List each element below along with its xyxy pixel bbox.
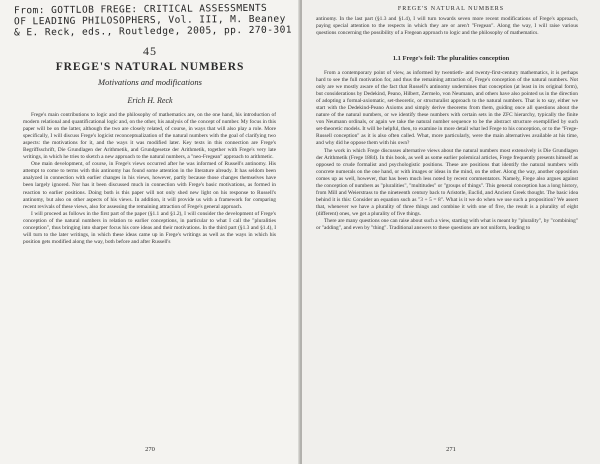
handwritten-citation-line-3: & E. Reck, eds., Routledge, 2005, pp. 270-301 [13,24,292,39]
right-intro-text [316,16,578,52]
right-body-text [316,70,578,437]
chapter-subtitle: Motivations and modifications [98,77,202,87]
chapter-title: FREGE'S NATURAL NUMBERS [55,61,245,73]
left-body-text [23,112,276,439]
chapter-number: 45 [143,44,157,58]
author-name: Erich H. Reck [127,96,173,105]
running-head: FREGE'S NATURAL NUMBERS [397,6,505,12]
page-number-right: 271 [446,446,456,453]
paragraph: antinomy. In the last part (§1.3 and §1.4), I will turn towards seven more recent modifications of Frege's approach, paying special attention to the respects in which they are or aren't "Fregean". Along the way, I will raise various questions concerning the possibility of a Fregean approach to logic and the philosophy of mathematics. [316,16,578,37]
handwritten-citation-line-2: OF LEADING PHILOSOPHERS, Vol. III, M. Beaney [13,13,286,28]
right-page [302,0,600,464]
paragraph: I will proceed as follows in the first part of the paper (§1.1 and §1.2), I will consider the development of Frege's conception of the natural numbers in relation to earlier conceptions, in particular to what I call the "pluralities conception", thus bringing into sharper focus his core ideas and their motivations. In the third part (§1.3 and §1.4), I will turn to the later writings, in which these ideas came up in Frege's writings as well as the ways in which his position gets modified along the way, both before and after Russell's [23,210,276,245]
paragraph: One main development, of course, in Frege's views occurred after he was informed of Russell's antinomy. His attempt to come to terms with this antinomy has found some attention in the literature already. It has seldom been analyzed in connection with earlier changes in his views, however, partly because those changes themselves have been largely ignored. Nor has it been discussed much in connection with Frege's basic motivations, as formed in reaction to earlier positions. Doing both is this paper will not only shed new light on his response to Russell's antinomy, but also on other aspects of his views. In addition, it will provide us with a framework for comparing recent revivals of these views, also for assessing the remaining attraction of Frege's general approach. [23,161,276,210]
paragraph: The work in which Frege discusses alternative views about the natural numbers most extensively is Die Grundlagen der Arithmetik (Frege 1884). In this book, as well as some earlier polemical articles, Frege frequently presents himself as opposed to crude formalist and psychologistic positions. These are positions that identify the natural numbers with concrete numerals on the one hand, or with images or ideas in the mind, on the other. Along the way, another opposition comes up as well, however, that has been much less noted by recent commentators. Namely, Frege also argues against the conception of numbers as "pluralities", "multitudes" or "groups of things". This general conception has a long history, from Mill and Weierstrass to the nineteenth century back to Aristotle, Euclid, and Ancient Greek thought. The basic idea behind it is this: Consider an equation such as "3 + 5 = 8". What is it we do when we use such a proposition? We assert that, whenever we have a plurality of three things and combine it with one of five, the result is a plurality of eight (different) ones, we get a plurality of five things. [316,147,578,217]
page-number-left: 270 [145,446,155,453]
handwritten-citation-line-1: From: GOTTLOB FREGE: CRITICAL ASSESSMENTS [13,2,268,17]
paragraph: There are many questions one can raise about such a view, starting with what is meant by "plurality", by "combining" or "adding", and even by "thing". Traditional answers to these questions are not uniform, leading to [316,217,578,232]
paragraph: Frege's main contributions to logic and the philosophy of mathematics are, on the one hand, his introduction of modern relational and quantificational logic and, on the other, his analysis of the concept of number. My focus in this paper will be on the latter, although the two are closely related, of course, in ways that will also play a role. More specifically, I will discuss Frege's logicist reconceptualization of the natural numbers with the goal of clarifying two aspects: the motivations for it, and the ways it was modified later. Key texts in this connection are Frege's Begriffsschrift, Die Grundlagen der Arithmetik, and Grundgesetze der Arithmetik, together with Frege's very late writings, in which he tries to sketch a new approach to the natural numbers, a "neo-Fregean" approach to arithmetic. [23,112,276,161]
section-heading: 1.1 Frege's foil: The pluralities conception [392,55,510,62]
paragraph: From a contemporary point of view, as informed by twentieth- and twenty-first-century mathematics, it is perhaps hard to see the full motivation for, and thus the remaining attraction of, Frege's conception of the natural numbers. Not only are we mostly aware of the fact that Russell's antinomy undermines that conception (at least in its original form), but considerations by Dedekind, Peano, Hilbert, Zermelo, von Neumann, and others have also pointed us in the direction of adopting a formal-axiomatic, set-theoretic, or structuralist approach to the natural numbers. That is to say, either we start with the Dedekind-Peano Axioms and simply derive theorems from them, guiding once all questions about the nature of the natural numbers, or we identify these numbers with certain sets in the ZFC hierarchy, typically the finite von Neumann ordinals, or again we take the natural number sequence to be the abstract structure exemplified by such set-theoretic models. It will be helpful, then, to examine in more detail what led Frege to his conception, or to the "Frege-Russell conception" as it is also often called. What, more particularly, were the main alternatives available at his time, and why did he oppose them with his own? [316,70,578,147]
